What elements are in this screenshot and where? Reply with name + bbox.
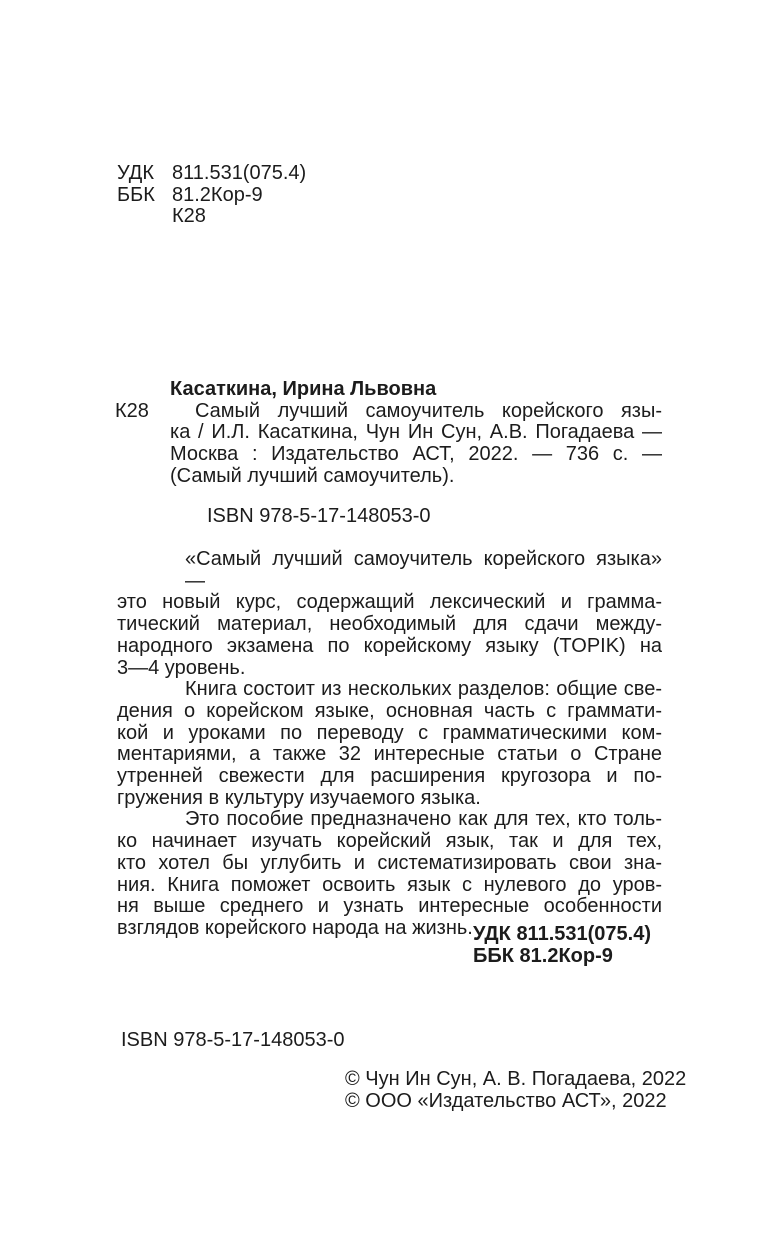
text-line: Самый лучший самоучитель корейского язы- <box>195 399 662 422</box>
annotation-paragraph-3 <box>117 809 662 939</box>
text-line: гружения в культуру изучаемого языка. <box>117 786 481 809</box>
text-line: ББК 81.2Кор-9 <box>473 944 613 967</box>
udk-label: УДК <box>117 162 155 184</box>
bbk-value: 81.2Кор-9 <box>172 183 263 206</box>
annotation-block <box>117 549 662 940</box>
bbk-code-row <box>117 185 306 207</box>
catalog-card-margin-code: К28 <box>115 400 149 422</box>
text-line: кой и уроками по переводу с грамматическими ком- <box>117 721 662 744</box>
udk-code-row <box>117 163 306 185</box>
text-line: ко начинает изучать корейский язык, так и для тех, <box>117 830 662 853</box>
author-heading: Касаткина, Ирина Львовна <box>170 378 437 400</box>
text-line: тический материал, необходимый для сдачи между- <box>117 613 662 636</box>
isbn-bottom: ISBN 978-5-17-148053-0 <box>121 1029 345 1051</box>
text-line: © ООО «Издательство АСТ», 2022 <box>345 1090 667 1112</box>
text-line: дения о корейском языке, основная часть с граммати- <box>117 699 662 722</box>
text-line: УДК 811.531(075.4) <box>473 923 651 945</box>
text-line: 3—4 уровень. <box>117 656 246 679</box>
catalog-card-lines <box>170 401 662 488</box>
annotation-paragraph-2 <box>117 679 662 809</box>
text-line: народного экзамена по корейскому языку (TOPIK) на <box>117 634 662 657</box>
udk-value: 811.531(075.4) <box>172 162 307 184</box>
text-line: взглядов корейского народа на жизнь. <box>117 916 473 939</box>
top-bibliographic-codes <box>117 163 306 228</box>
isbn-top: ISBN 978-5-17-148053-0 <box>207 505 431 527</box>
copyright-block <box>345 1068 686 1112</box>
text-line: © Чун Ин Сун, А. В. Погадаева, 2022 <box>345 1068 687 1090</box>
text-line: ментариями, а также 32 интересные статьи о Стране <box>117 743 662 766</box>
bbk-label: ББК <box>117 183 155 206</box>
text-line: Книга состоит из нескольких разделов: общие све- <box>185 678 662 701</box>
text-line: «Самый лучший самоучитель корейского языка» — <box>185 548 662 592</box>
text-line: Это пособие предназначено как для тех, кто толь- <box>185 808 662 831</box>
text-line: (Самый лучший самоучитель). <box>170 464 455 487</box>
text-line: Москва : Издательство АСТ, 2022. — 736 с. — <box>170 443 662 466</box>
text-line: это новый курс, содержащий лексический и грамма- <box>117 591 662 614</box>
text-line: ния. Книга поможет освоить язык с нулевого до уров- <box>117 873 662 896</box>
text-line: утренней свежести для расширения кругозора и по- <box>117 765 662 788</box>
catalog-card <box>170 379 662 488</box>
text-line: ня выше среднего и узнать интересные особенности <box>117 895 662 918</box>
bottom-bibliographic-codes <box>473 924 651 967</box>
author-sign-value: К28 <box>172 205 206 228</box>
author-sign-row <box>117 206 306 228</box>
text-line: кто хотел бы углубить и систематизировать свои зна- <box>117 851 662 874</box>
author-sign-label <box>117 206 172 228</box>
text-line: ка / И.Л. Касаткина, Чун Ин Сун, А.В. Погадаева — <box>170 421 662 444</box>
annotation-paragraph-1 <box>117 549 662 679</box>
